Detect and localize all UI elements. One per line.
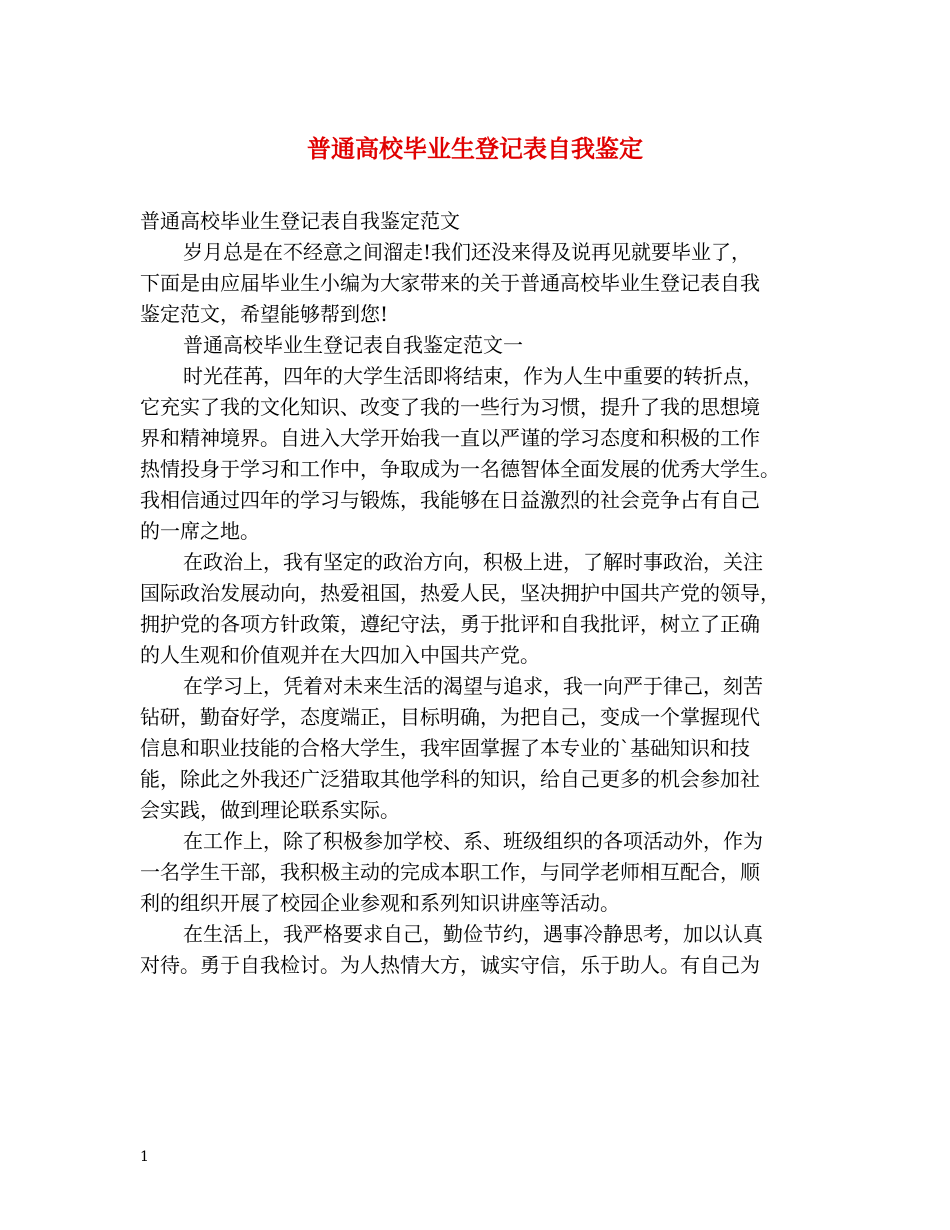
text-line: 在生活上，我严格要求自己，勤俭节约，遇事冷静思考，加以认真 xyxy=(183,922,763,946)
text-line: 下面是由应届毕业生小编为大家带来的关于普通高校毕业生登记表自我 xyxy=(140,271,760,295)
text-line: 在学习上，凭着对未来生活的渴望与追求，我一向严于律己，刻苦 xyxy=(183,674,763,698)
text-line: 热情投身于学习和工作中，争取成为一名德智体全面发展的优秀大学生。 xyxy=(140,457,780,481)
text-line: 界和精神境界。自进入大学开始我一直以严谨的学习态度和积极的工作 xyxy=(140,426,760,450)
text-line: 在政治上，我有坚定的政治方向，积极上进，了解时事政治，关注 xyxy=(183,550,763,574)
text-line: 岁月总是在不经意之间溜走!我们还没来得及说再见就要毕业了， xyxy=(183,240,752,264)
page-number: 1 xyxy=(140,1149,149,1165)
text-line: 拥护党的各项方针政策，遵纪守法，勇于批评和自我批评，树立了正确 xyxy=(140,612,760,636)
text-line: 会实践，做到理论联系实际。 xyxy=(140,798,400,822)
text-line: 对待。勇于自我检讨。为人热情大方，诚实守信，乐于助人。有自己为 xyxy=(140,953,760,977)
text-line: 钻研，勤奋好学，态度端正，目标明确，为把自己，变成一个掌握现代 xyxy=(140,705,760,729)
document-title: 普通高校毕业生登记表自我鉴定 xyxy=(307,134,643,163)
text-line: 在工作上，除了积极参加学校、系、班级组织的各项活动外，作为 xyxy=(183,829,763,853)
text-line: 它充实了我的文化知识、改变了我的一些行为习惯，提升了我的思想境 xyxy=(140,395,760,419)
text-line: 一名学生干部，我积极主动的完成本职工作，与同学老师相互配合，顺 xyxy=(140,860,760,884)
text-line: 的一席之地。 xyxy=(140,519,260,543)
text-line: 普通高校毕业生登记表自我鉴定范文 xyxy=(140,209,460,233)
text-line: 能，除此之外我还广泛猎取其他学科的知识，给自己更多的机会参加社 xyxy=(140,767,760,791)
text-line: 信息和职业技能的合格大学生，我牢固掌握了本专业的`基础知识和技 xyxy=(140,736,750,760)
document-body xyxy=(140,206,830,981)
text-line: 鉴定范文，希望能够帮到您! xyxy=(140,302,389,326)
text-line: 国际政治发展动向，热爱祖国，热爱人民，坚决拥护中国共产党的领导， xyxy=(140,581,780,605)
text-line: 时光荏苒，四年的大学生活即将结束，作为人生中重要的转折点， xyxy=(183,364,763,388)
text-line: 我相信通过四年的学习与锻炼，我能够在日益激烈的社会竞争占有自己 xyxy=(140,488,760,512)
text-line: 的人生观和价值观并在大四加入中国共产党。 xyxy=(140,643,540,667)
text-line: 普通高校毕业生登记表自我鉴定范文一 xyxy=(183,333,523,357)
text-line: 利的组织开展了校园企业参观和系列知识讲座等活动。 xyxy=(140,891,620,915)
